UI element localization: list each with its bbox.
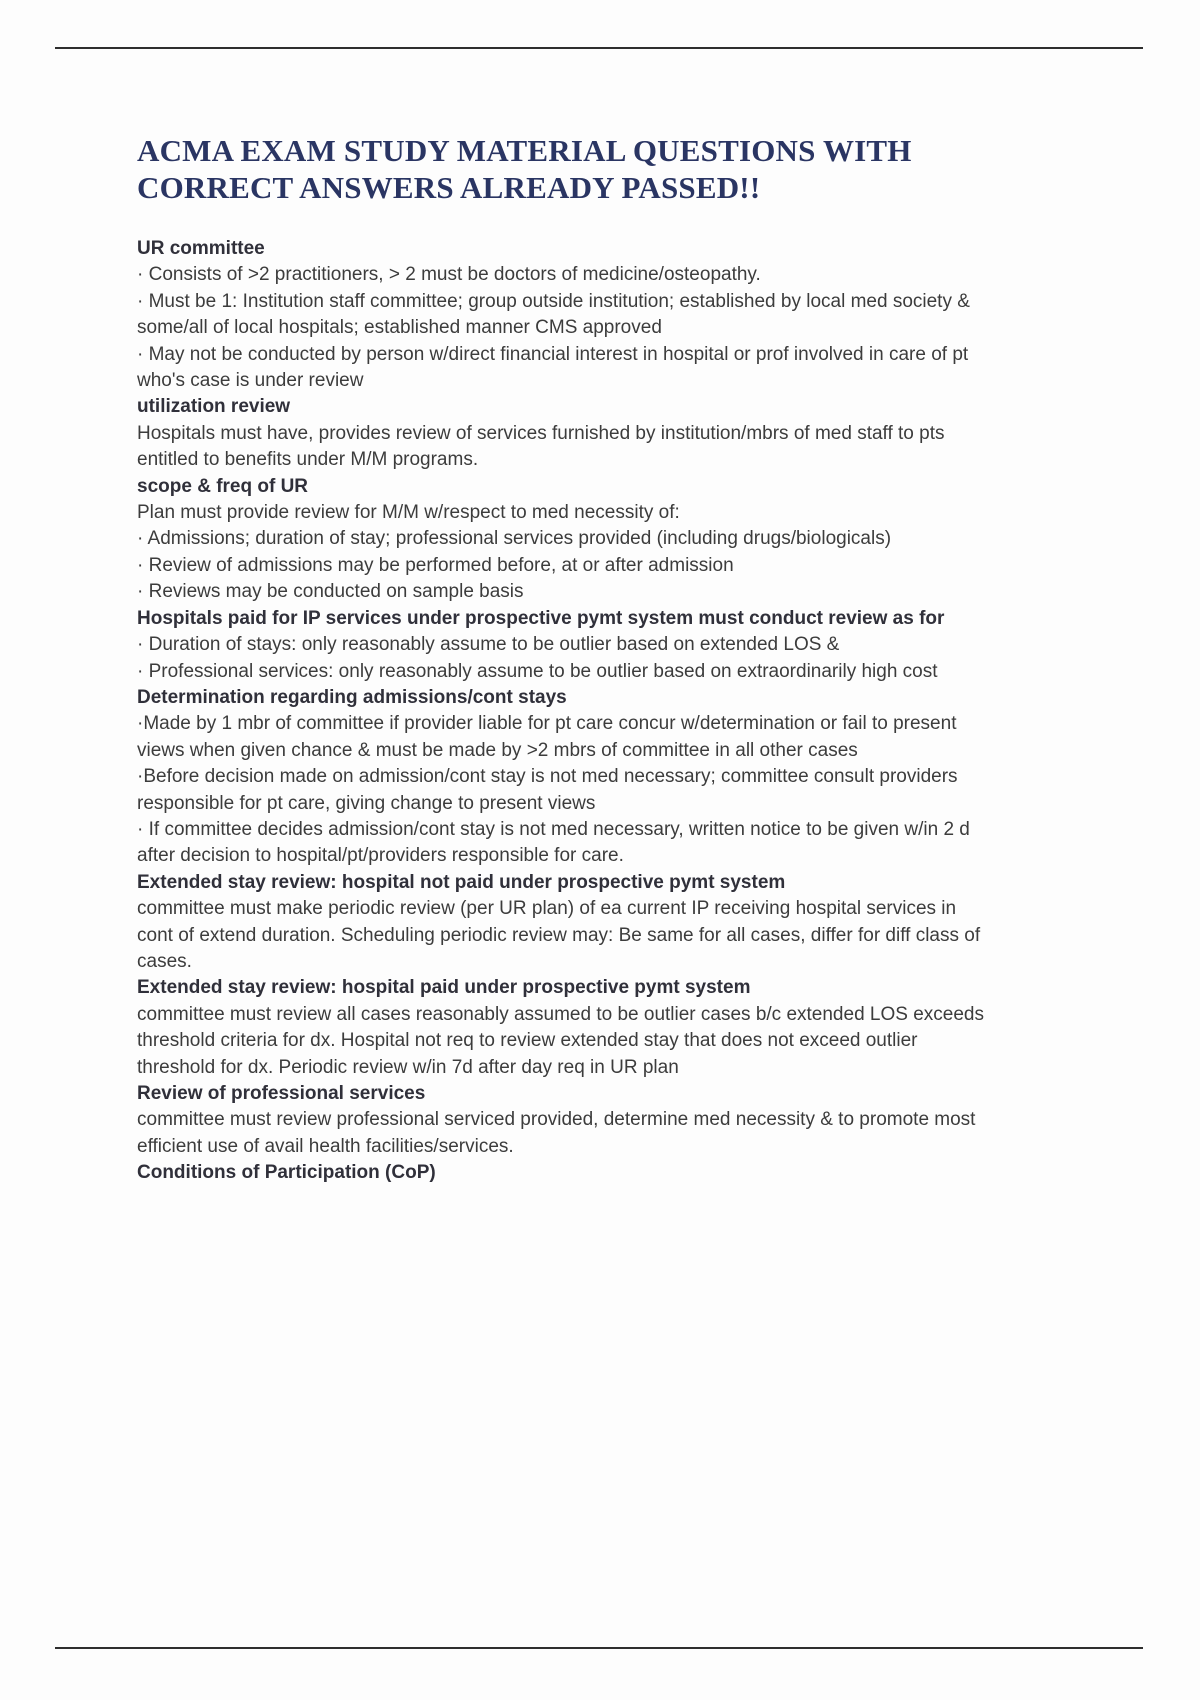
sections-container [137, 236, 989, 1187]
section-heading: Extended stay review: hospital not paid under prospective pymt system [137, 871, 786, 893]
section-heading: Determination regarding admissions/cont stays [137, 686, 567, 708]
section-paragraph: ·Made by 1 mbr of committee if provider liable for pt care concur w/determination or fail to present views when given chance & must be made by >2 mbrs of committee in all other cases [137, 713, 957, 761]
section-paragraph: · May not be conducted by person w/direct financial interest in hospital or prof involved in care of pt who's case is under review [137, 343, 969, 392]
page-title: ACMA EXAM STUDY MATERIAL QUESTIONS WITH CORRECT ANSWERS ALREADY PASSED!! [137, 133, 912, 205]
section-paragraph: · Must be 1: Institution staff committee; group outside institution; established by local med society & some/all of local hospitals; established manner CMS approved [137, 290, 970, 339]
section-paragraph: Hospitals must have, provides review of services furnished by institution/mbrs of med staff to pts entitled to benefits under M/M programs. [137, 422, 945, 471]
section-heading: Hospitals paid for IP services under prospective pymt system must conduct review as for [137, 607, 945, 629]
section-paragraph: · Consists of >2 practitioners, > 2 must be doctors of medicine/osteopathy. [137, 264, 761, 286]
section-heading: Review of professional services [137, 1083, 426, 1104]
section-heading: utilization review [137, 396, 291, 418]
section-heading: scope & freq of UR [137, 475, 309, 497]
section-heading: Conditions of Participation (CoP) [137, 1162, 436, 1184]
section-paragraph: committee must review professional serviced provided, determine med necessity & to promote most efficient use of avail health facilities/services. [137, 1109, 976, 1157]
section-paragraph: · Reviews may be conducted on sample basis [137, 581, 524, 603]
section-paragraph: Plan must provide review for M/M w/respect to med necessity of: [137, 502, 680, 524]
section-paragraph: committee must make periodic review (per UR plan) of ea current IP receiving hospital services in cont of extend duration. Scheduling periodic review may: Be same for all cases, differ for diff class of cases. [137, 898, 981, 972]
section-paragraph: · Admissions; duration of stay; professional services provided (including drugs/biologicals) [137, 528, 892, 550]
section-paragraph: committee must review all cases reasonably assumed to be outlier cases b/c extended LOS exceeds threshold criteria for dx. Hospital not req to review extended stay that does not exceed outlier threshold for dx. Periodic review w/in 7d after day req in UR plan [137, 1003, 984, 1078]
section-paragraph: · Professional services: only reasonably assume to be outlier based on extraordinarily high cost [137, 660, 938, 682]
section-paragraph: · Duration of stays: only reasonably assume to be outlier based on extended LOS & [137, 634, 840, 656]
section-paragraph: · If committee decides admission/cont stay is not med necessary, written notice to be given w/in 2 d after decision to hospital/pt/providers responsible for care. [137, 818, 970, 867]
bottom-rule [55, 1647, 1143, 1649]
section-paragraph: · Review of admissions may be performed before, at or after admission [137, 554, 734, 576]
section-heading: UR committee [137, 238, 265, 259]
section-paragraph: ·Before decision made on admission/cont stay is not med necessary; committee consult providers responsible for pt care, giving change to present views [137, 766, 958, 814]
section-heading: Extended stay review: hospital paid under prospective pymt system [137, 977, 751, 999]
document-content [137, 0, 989, 1187]
